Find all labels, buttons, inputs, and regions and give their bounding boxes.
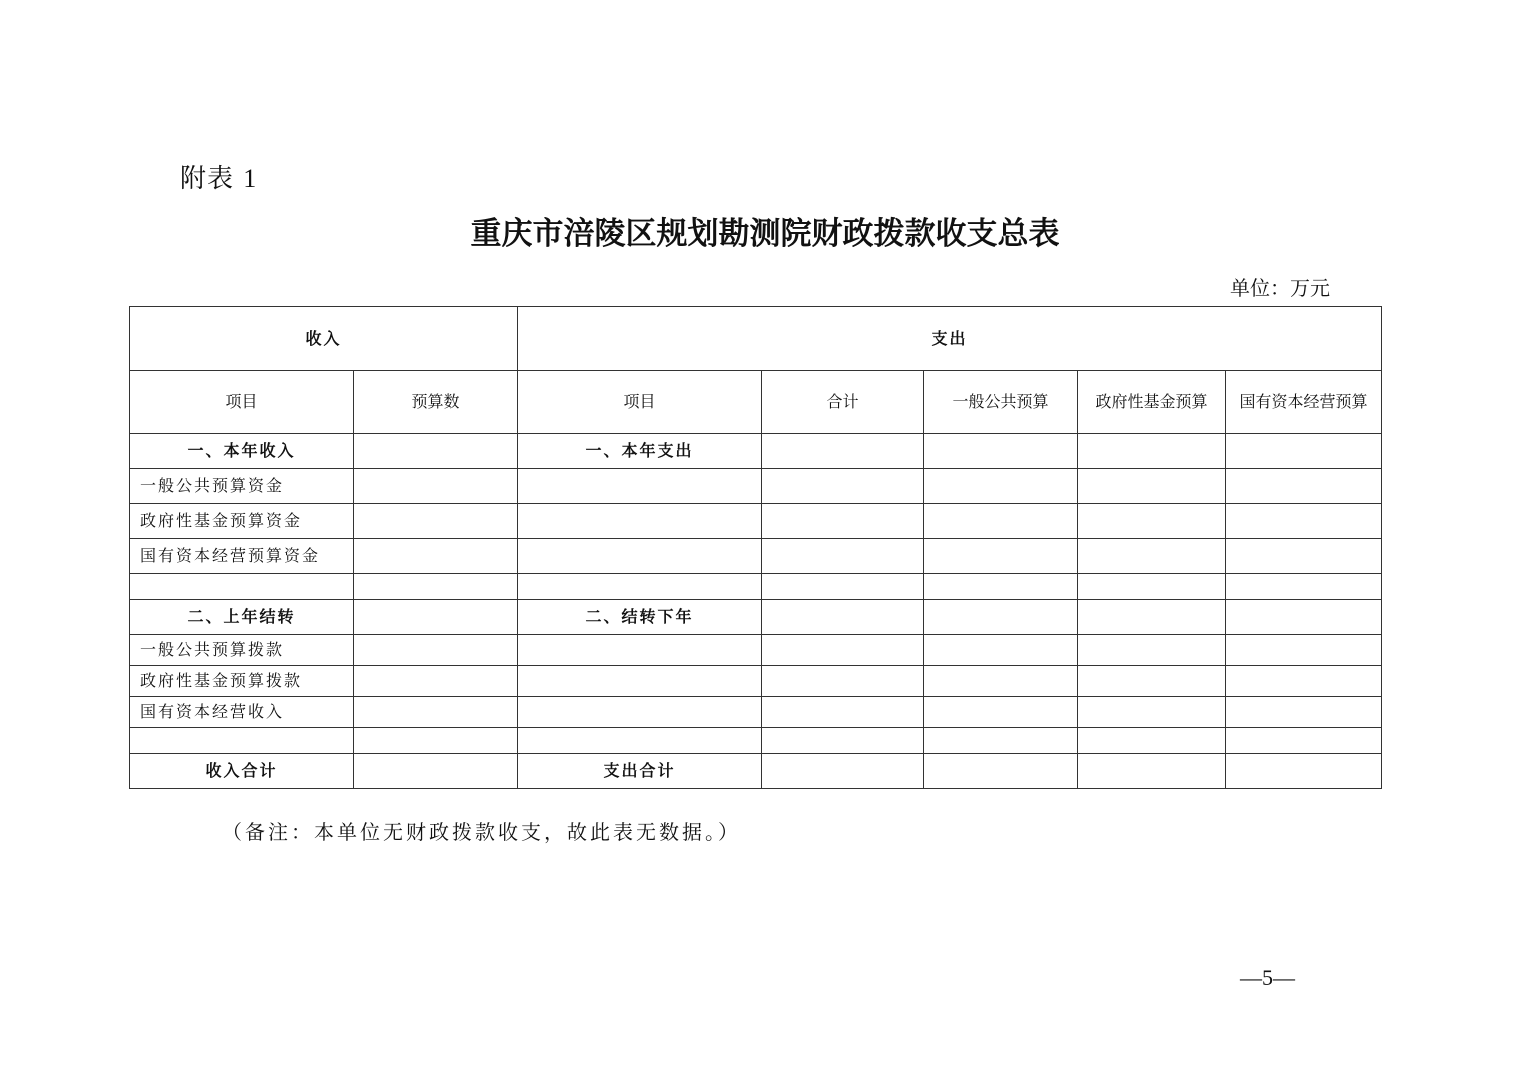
gov-fund-budget-cell bbox=[1078, 574, 1226, 600]
income-budget-cell bbox=[354, 728, 518, 754]
group-header-row bbox=[130, 307, 1382, 371]
state-capital-budget-cell bbox=[1226, 635, 1382, 666]
table-row bbox=[130, 635, 1382, 666]
col-gov-fund-budget: 政府性基金预算 bbox=[1078, 371, 1226, 434]
total-cell bbox=[762, 539, 924, 574]
total-cell bbox=[762, 635, 924, 666]
expense-item-cell: 二、结转下年 bbox=[518, 600, 762, 635]
income-item-cell: 政府性基金预算拨款 bbox=[130, 666, 354, 697]
general-budget-cell bbox=[924, 539, 1078, 574]
table-row bbox=[130, 434, 1382, 469]
gov-fund-budget-cell bbox=[1078, 539, 1226, 574]
remark-note: （备注：本单位无财政拨款收支，故此表无数据。） bbox=[222, 820, 741, 844]
general-budget-cell bbox=[924, 600, 1078, 635]
table-row bbox=[130, 666, 1382, 697]
income-budget-cell bbox=[354, 504, 518, 539]
column-header-row bbox=[130, 371, 1382, 434]
table-row bbox=[130, 600, 1382, 635]
gov-fund-budget-cell bbox=[1078, 728, 1226, 754]
gov-fund-budget-cell bbox=[1078, 504, 1226, 539]
col-general-budget: 一般公共预算 bbox=[924, 371, 1078, 434]
table-row bbox=[130, 469, 1382, 504]
expense-item-cell bbox=[518, 666, 762, 697]
total-cell bbox=[762, 469, 924, 504]
general-budget-cell bbox=[924, 469, 1078, 504]
attachment-prefix: 附表 bbox=[180, 164, 235, 194]
income-item-cell: 一般公共预算资金 bbox=[130, 469, 354, 504]
document-title: 重庆市涪陵区规划勘测院财政拨款收支总表 bbox=[470, 216, 1060, 252]
table-row bbox=[130, 539, 1382, 574]
income-group-header: 收入 bbox=[130, 307, 518, 371]
income-budget-cell bbox=[354, 666, 518, 697]
state-capital-budget-cell bbox=[1226, 697, 1382, 728]
col-state-capital-budget: 国有资本经营预算 bbox=[1226, 371, 1382, 434]
col-income-item: 项目 bbox=[130, 371, 354, 434]
general-budget-cell bbox=[924, 666, 1078, 697]
income-item-cell: 政府性基金预算资金 bbox=[130, 504, 354, 539]
income-item-cell: 国有资本经营收入 bbox=[130, 697, 354, 728]
total-cell bbox=[762, 754, 924, 789]
attachment-label bbox=[180, 158, 257, 195]
state-capital-budget-cell bbox=[1226, 469, 1382, 504]
expense-item-cell: 一、本年支出 bbox=[518, 434, 762, 469]
income-item-cell: 一、本年收入 bbox=[130, 434, 354, 469]
income-budget-cell bbox=[354, 434, 518, 469]
total-cell bbox=[762, 697, 924, 728]
attachment-number: 1 bbox=[243, 164, 258, 193]
expense-item-cell bbox=[518, 504, 762, 539]
total-cell bbox=[762, 600, 924, 635]
expense-item-cell bbox=[518, 728, 762, 754]
gov-fund-budget-cell bbox=[1078, 666, 1226, 697]
state-capital-budget-cell bbox=[1226, 728, 1382, 754]
col-income-budget: 预算数 bbox=[354, 371, 518, 434]
total-cell bbox=[762, 434, 924, 469]
expense-item-cell bbox=[518, 539, 762, 574]
income-item-cell: 国有资本经营预算资金 bbox=[130, 539, 354, 574]
income-budget-cell bbox=[354, 697, 518, 728]
expense-item-cell bbox=[518, 574, 762, 600]
income-budget-cell bbox=[354, 539, 518, 574]
table-row bbox=[130, 697, 1382, 728]
gov-fund-budget-cell bbox=[1078, 600, 1226, 635]
col-expense-item: 项目 bbox=[518, 371, 762, 434]
page-number: —5— bbox=[1240, 965, 1295, 990]
total-cell bbox=[762, 574, 924, 600]
gov-fund-budget-cell bbox=[1078, 635, 1226, 666]
income-item-cell: 二、上年结转 bbox=[130, 600, 354, 635]
table-row bbox=[130, 728, 1382, 754]
state-capital-budget-cell bbox=[1226, 504, 1382, 539]
expense-item-cell bbox=[518, 469, 762, 504]
expense-item-cell bbox=[518, 697, 762, 728]
general-budget-cell bbox=[924, 434, 1078, 469]
gov-fund-budget-cell bbox=[1078, 469, 1226, 504]
general-budget-cell bbox=[924, 635, 1078, 666]
income-budget-cell bbox=[354, 600, 518, 635]
state-capital-budget-cell bbox=[1226, 434, 1382, 469]
total-cell bbox=[762, 666, 924, 697]
income-item-cell bbox=[130, 728, 354, 754]
state-capital-budget-cell bbox=[1226, 574, 1382, 600]
expense-item-cell bbox=[518, 635, 762, 666]
income-total-label: 收入合计 bbox=[130, 754, 354, 789]
state-capital-budget-cell bbox=[1226, 600, 1382, 635]
general-budget-cell bbox=[924, 754, 1078, 789]
gov-fund-budget-cell bbox=[1078, 754, 1226, 789]
gov-fund-budget-cell bbox=[1078, 434, 1226, 469]
income-budget-cell bbox=[354, 574, 518, 600]
income-budget-cell bbox=[354, 469, 518, 504]
total-cell bbox=[762, 504, 924, 539]
table-row bbox=[130, 504, 1382, 539]
expense-total-label: 支出合计 bbox=[518, 754, 762, 789]
general-budget-cell bbox=[924, 574, 1078, 600]
fiscal-appropriation-table bbox=[129, 306, 1382, 789]
income-item-cell bbox=[130, 574, 354, 600]
col-total: 合计 bbox=[762, 371, 924, 434]
table-row bbox=[130, 574, 1382, 600]
income-total-value bbox=[354, 754, 518, 789]
totals-row bbox=[130, 754, 1382, 789]
state-capital-budget-cell bbox=[1226, 539, 1382, 574]
general-budget-cell bbox=[924, 697, 1078, 728]
gov-fund-budget-cell bbox=[1078, 697, 1226, 728]
unit-label: 单位：万元 bbox=[1230, 276, 1330, 300]
expense-group-header: 支出 bbox=[518, 307, 1382, 371]
income-item-cell: 一般公共预算拨款 bbox=[130, 635, 354, 666]
state-capital-budget-cell bbox=[1226, 754, 1382, 789]
income-budget-cell bbox=[354, 635, 518, 666]
state-capital-budget-cell bbox=[1226, 666, 1382, 697]
general-budget-cell bbox=[924, 728, 1078, 754]
total-cell bbox=[762, 728, 924, 754]
general-budget-cell bbox=[924, 504, 1078, 539]
